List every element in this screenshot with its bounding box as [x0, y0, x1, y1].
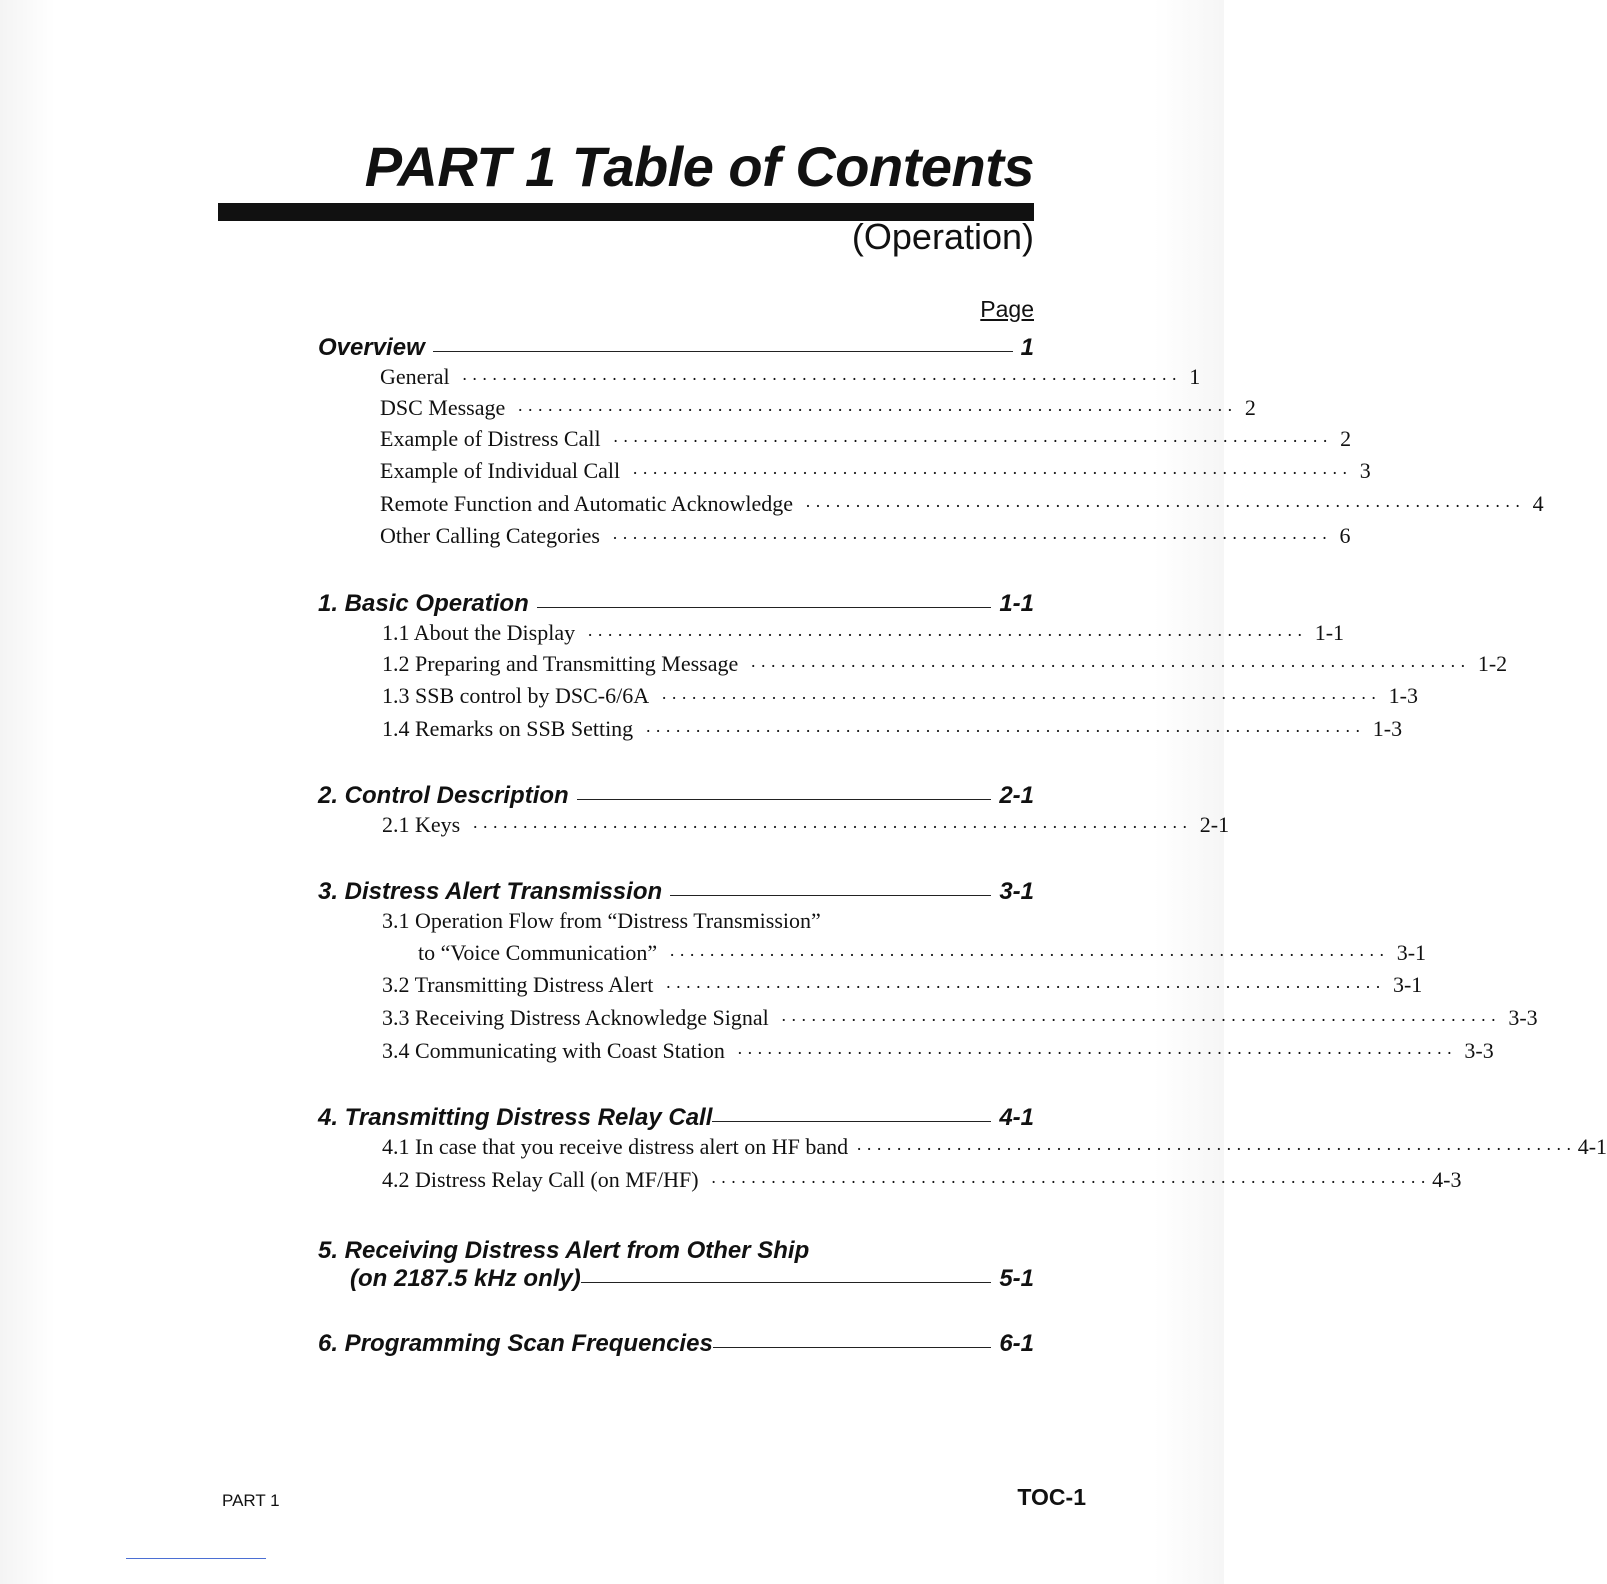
- scan-edge-left: [0, 0, 55, 1584]
- toc-entry[interactable]: [380, 362, 1201, 390]
- dot-leader: ········································································: [805, 496, 1525, 516]
- entry-label: 3.4 Communicating with Coast Station: [382, 1038, 725, 1063]
- toc-entry[interactable]: [380, 393, 1256, 421]
- entry-label: Example of Distress Call: [380, 426, 601, 451]
- section-label: 6. Programming Scan Frequencies: [318, 1330, 713, 1357]
- toc-section-distress-relay-call[interactable]: [318, 1102, 1034, 1132]
- section-page: 3-1: [999, 878, 1034, 905]
- leader-line: [433, 351, 1013, 352]
- section-label: Overview: [318, 334, 425, 361]
- entry-label: 1.2 Preparing and Transmitting Message: [382, 651, 739, 676]
- entry-page: 1-2: [1477, 651, 1508, 676]
- entry-page: 1-3: [1388, 683, 1418, 708]
- leader-line: [577, 799, 992, 800]
- dot-leader: ········································································: [645, 721, 1365, 741]
- entry-label: to “Voice Communication”: [418, 940, 658, 965]
- toc-entry[interactable]: [382, 714, 1403, 742]
- entry-label: 1.1 About the Display: [382, 620, 576, 645]
- toc-entry[interactable]: [382, 970, 1423, 998]
- section-label: (on 2187.5 kHz only): [350, 1265, 581, 1292]
- entry-label: Remote Function and Automatic Acknowledge: [380, 491, 794, 516]
- entry-page: 1-3: [1372, 716, 1403, 741]
- toc-entry[interactable]: [380, 489, 1544, 517]
- entry-page: 3-3: [1464, 1038, 1494, 1063]
- dot-leader: ········································································: [472, 817, 1192, 837]
- dot-leader: ········································································: [780, 1010, 1501, 1030]
- entry-page: 2-1: [1199, 812, 1230, 837]
- dot-leader: ········································································: [517, 400, 1237, 420]
- dot-leader: ········································································: [661, 688, 1381, 708]
- toc-entry-line1[interactable]: 3.1 Operation Flow from “Distress Transmission”: [382, 908, 821, 933]
- entry-page: 3-1: [1392, 972, 1423, 997]
- entry-page: 4-3: [1432, 1167, 1462, 1192]
- dot-leader: ········································································: [750, 656, 1470, 676]
- section-label: 1. Basic Operation: [318, 590, 529, 617]
- dot-leader: ········································································: [856, 1139, 1576, 1159]
- toc-entry[interactable]: [418, 938, 1427, 966]
- scan-edge-right: [1154, 0, 1224, 1584]
- toc-entry[interactable]: [382, 681, 1418, 709]
- dot-leader: ········································································: [632, 463, 1352, 483]
- toc-entry[interactable]: [382, 810, 1230, 838]
- entry-page: 6: [1339, 523, 1351, 548]
- dot-leader: ········································································: [611, 528, 1332, 548]
- leader-line: [712, 1121, 991, 1122]
- entry-page: 3-1: [1396, 940, 1427, 965]
- entry-page: 4-1: [1577, 1134, 1607, 1159]
- dot-leader: ········································································: [665, 977, 1385, 997]
- entry-page: 4: [1532, 491, 1544, 516]
- entry-page: 2: [1244, 395, 1256, 420]
- dot-leader: ········································································: [669, 945, 1389, 965]
- entry-label: 4.1 In case that you receive distress alert on HF band: [382, 1134, 849, 1159]
- section-page: 6-1: [999, 1330, 1034, 1357]
- toc-section-control-description[interactable]: [318, 780, 1034, 810]
- leader-line: [581, 1282, 992, 1283]
- toc-entry[interactable]: [382, 649, 1508, 677]
- entry-label: 2.1 Keys: [382, 812, 461, 837]
- toc-entry[interactable]: [382, 1165, 1462, 1193]
- entry-label: DSC Message: [380, 395, 506, 420]
- scan-artifact-line: [126, 1558, 266, 1559]
- entry-label: 4.2 Distress Relay Call (on MF/HF): [382, 1167, 699, 1192]
- section-page: 1: [1020, 334, 1034, 361]
- leader-line: [713, 1347, 992, 1348]
- footer-page-number: TOC-1: [1017, 1484, 1086, 1510]
- page-title: [365, 134, 1034, 199]
- toc-entry[interactable]: [382, 618, 1345, 646]
- toc-section-distress-alert-transmission[interactable]: [318, 876, 1034, 906]
- entry-page: 3: [1359, 458, 1371, 483]
- toc-section-basic-operation[interactable]: [318, 588, 1034, 618]
- toc-entry[interactable]: [382, 1036, 1494, 1064]
- toc-entry[interactable]: [382, 1132, 1607, 1160]
- page-subtitle: (Operation): [851, 216, 1034, 257]
- footer-part-label: PART 1: [222, 1491, 280, 1510]
- section-page: 2-1: [999, 782, 1034, 809]
- toc-entry[interactable]: [382, 1003, 1538, 1031]
- entry-label: General: [380, 364, 450, 389]
- toc-entry[interactable]: [380, 424, 1352, 452]
- toc-section-receiving-distress-alert-line2[interactable]: [350, 1263, 1034, 1293]
- entry-page: 3-3: [1508, 1005, 1538, 1030]
- entry-label: 3.3 Receiving Distress Acknowledge Signal: [382, 1005, 769, 1030]
- section-label: 2. Control Description: [318, 782, 569, 809]
- section-label: 4. Transmitting Distress Relay Call: [318, 1104, 713, 1131]
- entry-label: 3.2 Transmitting Distress Alert: [382, 972, 654, 997]
- section-page: 5-1: [999, 1265, 1034, 1292]
- leader-line: [537, 607, 992, 608]
- entry-page: 1-1: [1314, 620, 1345, 645]
- dot-leader: ········································································: [736, 1043, 1457, 1063]
- title-part: PART 1: [364, 135, 556, 198]
- page-column-heading: Page: [980, 296, 1034, 322]
- leader-line: [670, 895, 991, 896]
- toc-entry[interactable]: [380, 521, 1351, 549]
- dot-leader: ········································································: [612, 431, 1333, 451]
- dot-leader: ········································································: [710, 1172, 1431, 1192]
- toc-entry[interactable]: [380, 456, 1371, 484]
- dot-leader: ········································································: [587, 625, 1307, 645]
- toc-section-programming-scan-frequencies[interactable]: [318, 1328, 1034, 1358]
- entry-label: Other Calling Categories: [380, 523, 600, 548]
- entry-label: 1.4 Remarks on SSB Setting: [382, 716, 634, 741]
- entry-label: 1.3 SSB control by DSC-6/6A: [382, 683, 650, 708]
- section-label: 3. Distress Alert Transmission: [318, 878, 663, 905]
- entry-page: 2: [1340, 426, 1352, 451]
- dot-leader: ········································································: [461, 369, 1182, 389]
- entry-page: 1: [1189, 364, 1201, 389]
- section-page: 4-1: [999, 1104, 1034, 1131]
- entry-label: Example of Individual Call: [380, 458, 621, 483]
- title-text: Table of Contents: [571, 135, 1034, 198]
- toc-section-overview[interactable]: [318, 332, 1034, 362]
- section-page: 1-1: [999, 590, 1034, 617]
- toc-section-receiving-distress-alert[interactable]: 5. Receiving Distress Alert from Other Ship: [318, 1237, 810, 1264]
